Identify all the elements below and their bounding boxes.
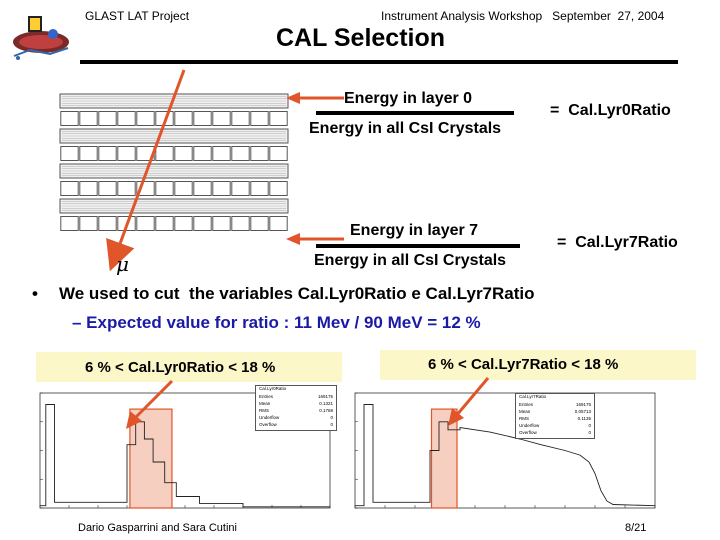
footer-authors: Dario Gasparrini and Sara Cutini <box>78 522 237 534</box>
cal-crystal <box>80 147 97 161</box>
stats-key: Mean <box>519 409 531 414</box>
stats-box-left <box>255 385 337 431</box>
cal-crystal <box>251 217 268 231</box>
stats-value: 0 <box>330 415 333 420</box>
cal-crystal <box>80 182 97 196</box>
cal-crystal <box>270 217 287 231</box>
event-name: Instrument Analysis Workshop September 27, 2004 <box>381 9 665 23</box>
cal-crystal <box>80 112 97 126</box>
highlight-arrow-left <box>120 375 180 435</box>
footer-page: 8/21 <box>625 522 647 534</box>
cal-crystal <box>213 112 230 126</box>
cal-crystal <box>232 147 249 161</box>
stats-title-text: Cal.Lyr7Ratio <box>519 394 547 399</box>
histogram-right-plot <box>345 385 670 515</box>
cal-crystal <box>251 147 268 161</box>
stats-title <box>259 386 333 394</box>
stats-value: 169175 <box>575 402 591 407</box>
cut-box-left <box>36 352 342 382</box>
mu-symbol: μ <box>116 252 129 276</box>
project-name: GLAST LAT Project <box>85 9 190 23</box>
highlight-arrow-right <box>440 372 500 432</box>
sub-point: – Expected value for ratio : 11 Mev / 90 MeV = 12 % <box>72 313 481 332</box>
fraction-bar-0 <box>316 111 514 115</box>
cal-crystal <box>80 217 97 231</box>
layer7-numerator: Energy in layer 7 <box>350 222 479 239</box>
cut-label-right: 6 % < Cal.Lyr7Ratio < 18 % <box>428 356 619 373</box>
cal-crystal <box>232 217 249 231</box>
cal-crystal <box>251 112 268 126</box>
stats-value: 0.1321 <box>319 401 333 406</box>
stats-value: 0.1768 <box>319 408 333 413</box>
stats-key: Overflow <box>519 430 537 435</box>
histogram-line <box>355 405 655 506</box>
cal-crystal <box>232 182 249 196</box>
cal-crystal <box>251 182 268 196</box>
stats-key: Mean <box>259 401 271 406</box>
page-title: CAL Selection <box>276 24 446 52</box>
stats-value: 169175 <box>317 394 333 399</box>
stats-title <box>519 394 591 402</box>
stats-key: Underflow <box>519 423 540 428</box>
fraction-bar-7 <box>316 244 520 248</box>
cal-crystal <box>61 182 78 196</box>
stats-box-right <box>515 393 595 439</box>
bullet-text: We used to cut the variables Cal.Lyr0Ratio e Cal.Lyr7Ratio <box>59 284 535 303</box>
stats-key: RMS <box>259 408 269 413</box>
stats-key: RMS <box>519 416 529 421</box>
cut-box-right <box>380 350 696 380</box>
stats-value: 0.1135 <box>577 416 591 421</box>
bullet-marker: • <box>32 284 38 303</box>
stats-key: Overflow <box>259 422 277 427</box>
cal-crystal <box>61 147 78 161</box>
stats-key: Entries <box>519 402 534 407</box>
layer7-result: = Cal.Lyr7Ratio <box>557 234 678 251</box>
histogram-left <box>30 385 340 515</box>
stats-key: Underflow <box>259 415 280 420</box>
stats-row <box>259 422 333 430</box>
stats-value: 0 <box>588 430 591 435</box>
stats-row <box>519 430 591 438</box>
stats-key: Entries <box>259 394 274 399</box>
layer7-denominator: Energy in all CsI Crystals <box>314 252 507 269</box>
cal-crystal <box>213 147 230 161</box>
cal-crystal <box>270 182 287 196</box>
cal-crystal <box>270 112 287 126</box>
cal-crystal <box>270 147 287 161</box>
cal-crystal <box>213 182 230 196</box>
cal-crystal <box>61 112 78 126</box>
stats-value: 0 <box>330 422 333 427</box>
layer0-arrow <box>286 90 346 106</box>
layer0-result: = Cal.Lyr0Ratio <box>550 102 671 119</box>
layer0-numerator: Energy in layer 0 <box>344 90 473 107</box>
stats-value: 0.05713 <box>574 409 591 414</box>
histogram-right <box>345 385 670 515</box>
cut-label-left: 6 % < Cal.Lyr0Ratio < 18 % <box>85 359 276 376</box>
cal-crystal <box>213 217 230 231</box>
stats-value: 0 <box>588 423 591 428</box>
glast-logo <box>10 12 72 64</box>
muon-track-arrow <box>100 60 200 280</box>
plot-frame <box>355 393 655 508</box>
stats-title-text: Cal.Lyr0Ratio <box>259 386 287 391</box>
cal-crystal <box>232 112 249 126</box>
layer0-denominator: Energy in all CsI Crystals <box>309 120 502 137</box>
cal-crystal <box>61 217 78 231</box>
